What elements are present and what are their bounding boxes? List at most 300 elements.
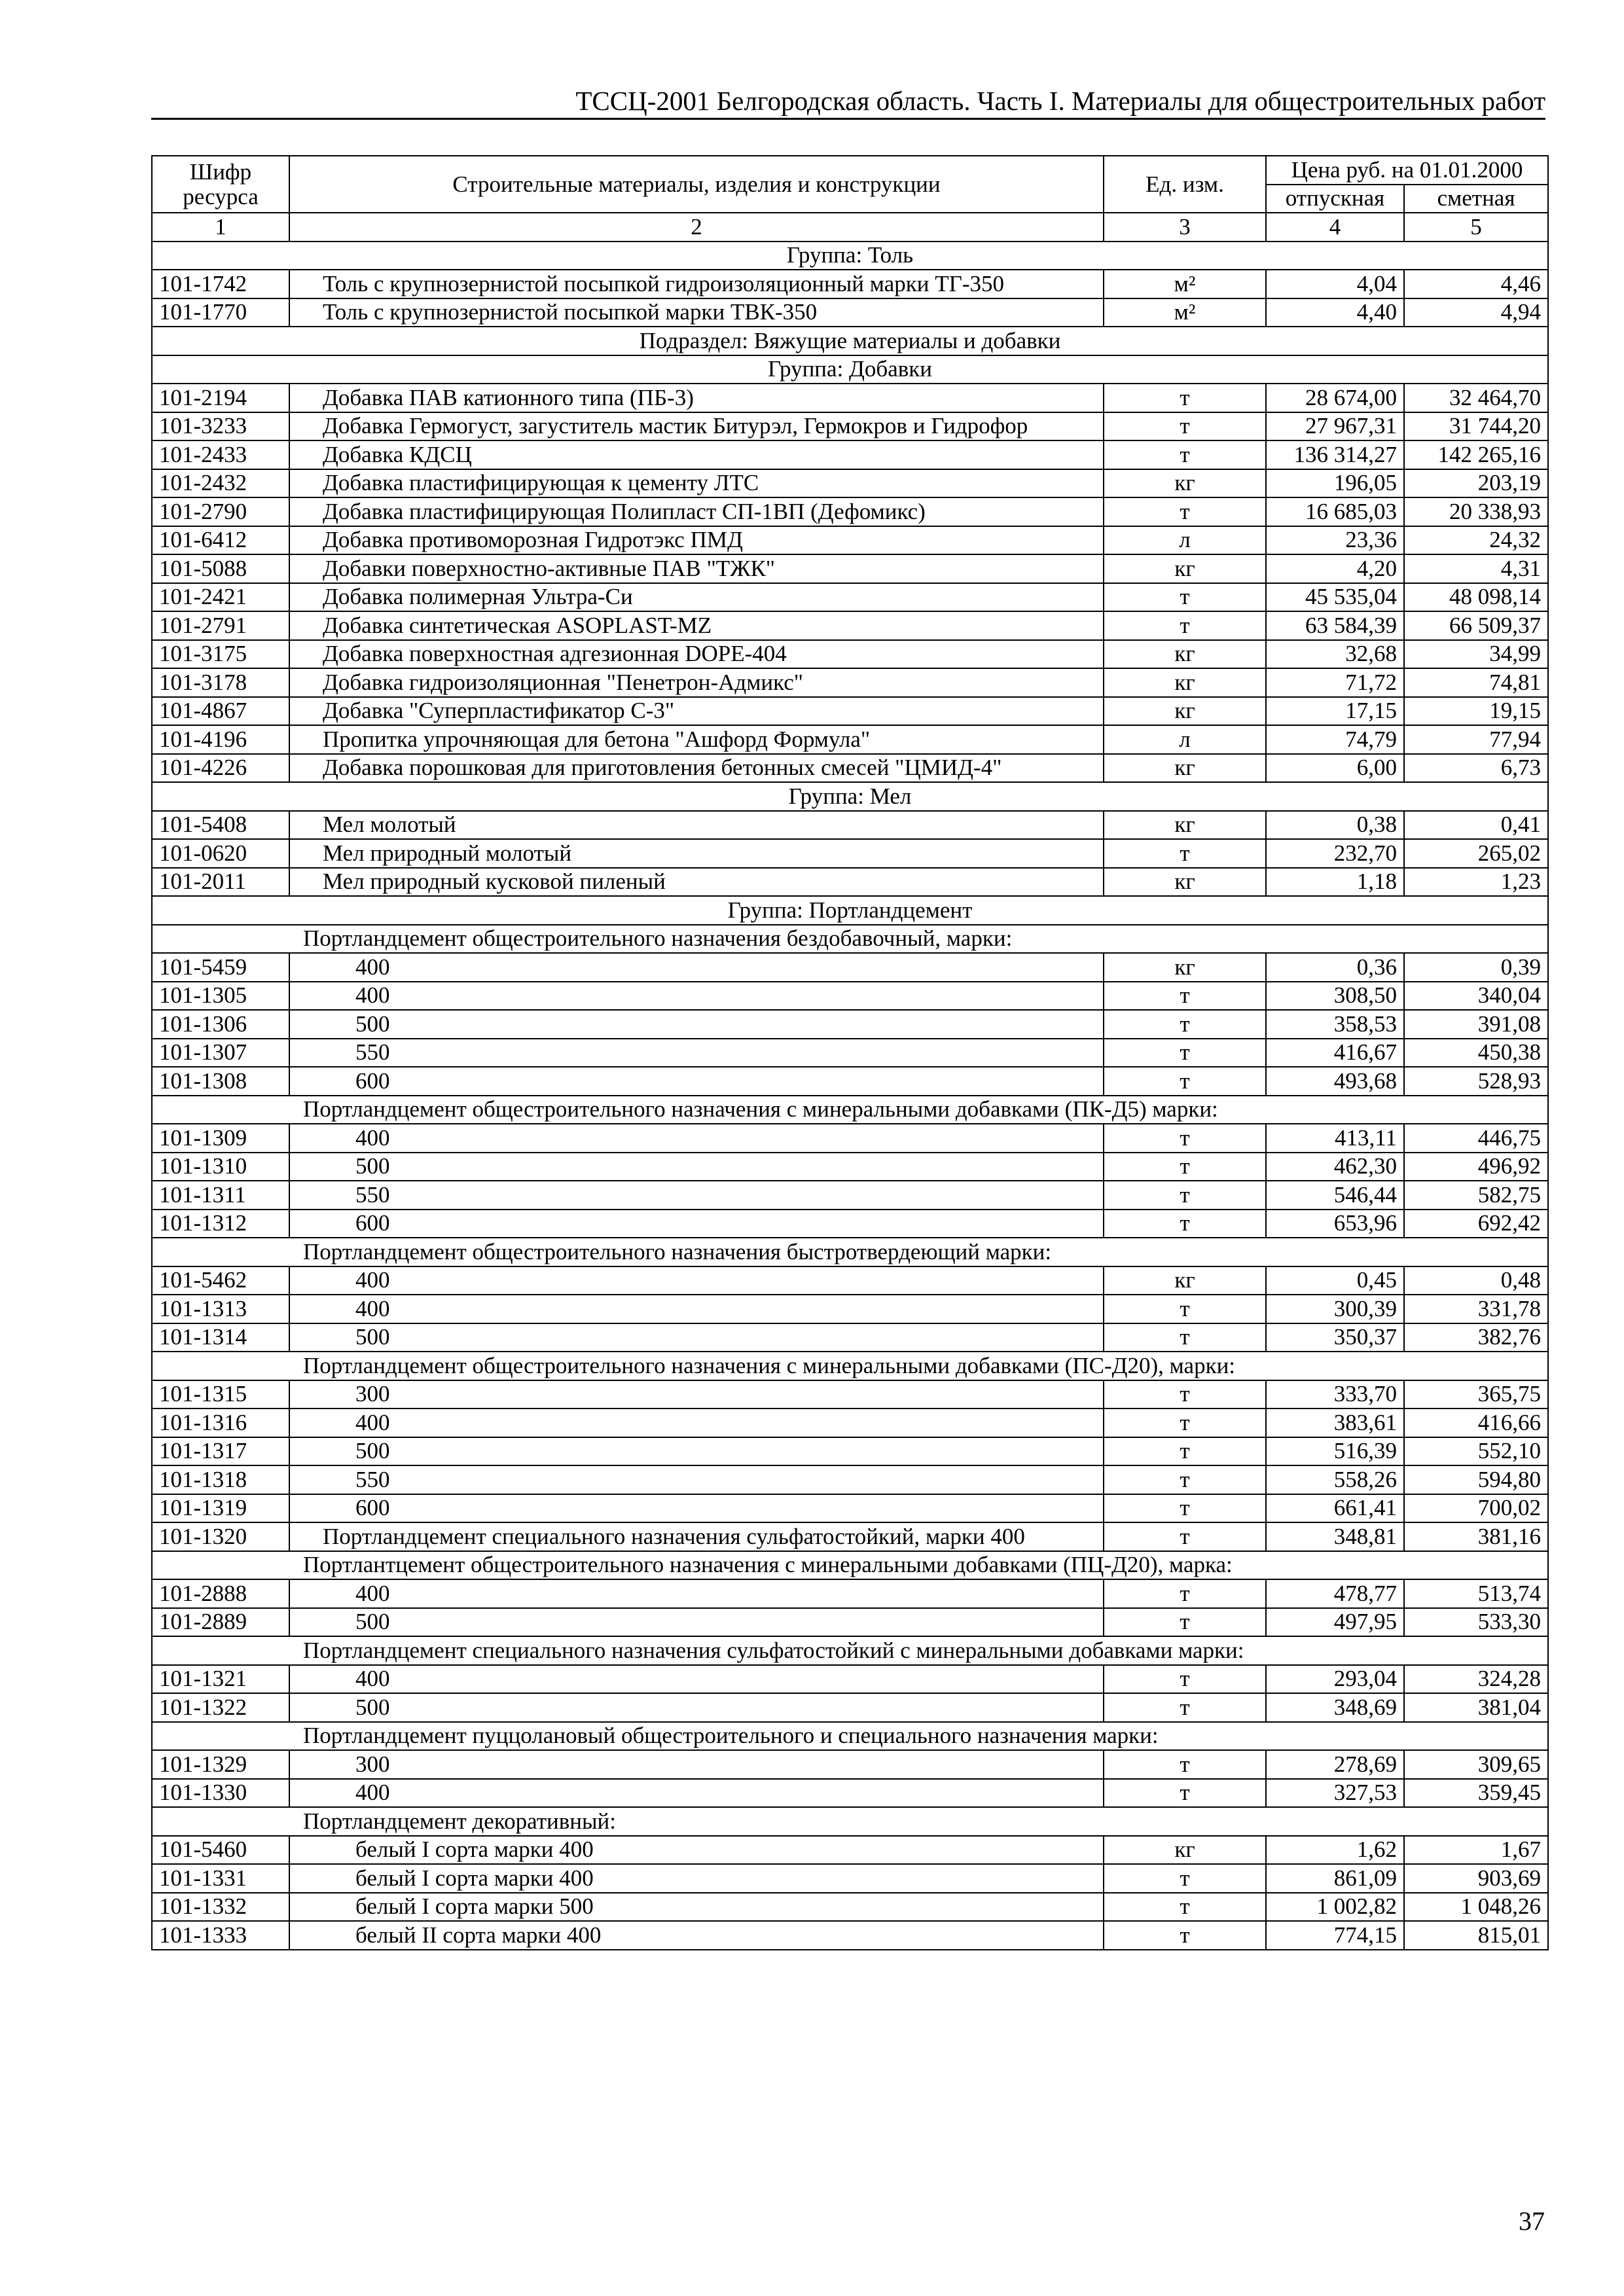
unit-cell: т [1104,982,1266,1011]
unit-cell: т [1104,1522,1266,1551]
release-price-cell: 23,36 [1266,526,1404,555]
table-row [152,640,1548,669]
estimate-price-cell: 513,74 [1404,1579,1548,1608]
col-number-4: 4 [1266,213,1404,242]
unit-cell: т [1104,1608,1266,1637]
unit-cell: т [1104,1893,1266,1922]
unit-cell: т [1104,1181,1266,1210]
estimate-price-cell: 31 744,20 [1404,412,1548,441]
unit-cell: т [1104,1210,1266,1238]
release-price-cell: 278,69 [1266,1750,1404,1779]
estimate-price-cell: 309,65 [1404,1750,1548,1779]
document-header-title: ТССЦ-2001 Белгородская область. Часть I. Материалы для общестроительных работ [575,86,1545,116]
release-price-cell: 136 314,27 [1266,440,1404,469]
release-price-cell: 1 002,82 [1266,1893,1404,1922]
release-price-cell: 493,68 [1266,1067,1404,1096]
estimate-price-cell: 340,04 [1404,982,1548,1011]
resource-code-cell: 101-3233 [152,412,289,441]
material-name-cell: Добавка пластифицирующая Полипласт СП-1ВП (Дефомикс) [289,497,1104,526]
table-row [152,697,1548,726]
subgroup-heading-row [152,1352,1548,1380]
material-name-cell: 600 [289,1067,1104,1096]
resource-code-cell: 101-1310 [152,1153,289,1181]
material-name-cell: 500 [289,1153,1104,1181]
estimate-price-cell: 1,23 [1404,868,1548,897]
group-heading: Группа: Добавки [152,355,1548,384]
material-name-cell: Портландцемент специального назначения сульфатостойкий, марки 400 [289,1522,1104,1551]
release-price-cell: 0,38 [1266,811,1404,840]
material-name-cell: 300 [289,1750,1104,1779]
release-price-cell: 308,50 [1266,982,1404,1011]
release-price-cell: 196,05 [1266,469,1404,498]
unit-cell: т [1104,1153,1266,1181]
release-price-cell: 4,40 [1266,298,1404,327]
resource-code-cell: 101-1309 [152,1124,289,1153]
material-name-cell: Добавка пластифицирующая к цементу ЛТС [289,469,1104,498]
unit-cell: кг [1104,868,1266,897]
estimate-price-cell: 700,02 [1404,1494,1548,1523]
estimate-price-cell: 359,45 [1404,1779,1548,1808]
unit-cell: т [1104,1010,1266,1039]
resource-code-cell: 101-1320 [152,1522,289,1551]
unit-cell: т [1104,1864,1266,1893]
col-header-estimate-price: сметная [1404,185,1548,213]
table-row [152,1408,1548,1437]
unit-cell: л [1104,526,1266,555]
resource-price-table [151,155,1549,1950]
material-name-cell: Мел природный кусковой пиленый [289,868,1104,897]
material-name-cell: 400 [289,1579,1104,1608]
unit-cell: т [1104,497,1266,526]
resource-code-cell: 101-1315 [152,1380,289,1409]
table-row [152,1665,1548,1694]
col-number-2: 2 [289,213,1104,242]
release-price-cell: 462,30 [1266,1153,1404,1181]
unit-cell: т [1104,1693,1266,1722]
resource-code-cell: 101-1331 [152,1864,289,1893]
resource-code-cell: 101-1330 [152,1779,289,1808]
table-row [152,1693,1548,1722]
resource-code-cell: 101-2791 [152,611,289,640]
table-body [152,242,1548,1950]
release-price-cell: 0,45 [1266,1266,1404,1295]
estimate-price-cell: 34,99 [1404,640,1548,669]
page-number: 37 [1519,2206,1545,2236]
resource-code-cell: 101-1306 [152,1010,289,1039]
estimate-price-cell: 391,08 [1404,1010,1548,1039]
material-name-cell: белый I сорта марки 400 [289,1864,1104,1893]
release-price-cell: 383,61 [1266,1408,1404,1437]
material-name-cell: 400 [289,953,1104,982]
release-price-cell: 32,68 [1266,640,1404,669]
estimate-price-cell: 331,78 [1404,1295,1548,1323]
unit-cell: т [1104,583,1266,612]
resource-code-cell: 101-1313 [152,1295,289,1323]
subgroup-heading: Портландцемент пуццолановый общестроительного и специального назначения марки: [152,1722,1548,1751]
table-header [152,156,1548,242]
release-price-cell: 16 685,03 [1266,497,1404,526]
subgroup-heading-row [152,1807,1548,1836]
subgroup-heading: Портландцемент декоративный: [152,1807,1548,1836]
release-price-cell: 293,04 [1266,1665,1404,1694]
material-name-cell: 400 [289,982,1104,1011]
unit-cell: кг [1104,953,1266,982]
resource-code-cell: 101-6412 [152,526,289,555]
estimate-price-cell: 66 509,37 [1404,611,1548,640]
table-row [152,1067,1548,1096]
estimate-price-cell: 496,92 [1404,1153,1548,1181]
table-row [152,1124,1548,1153]
release-price-cell: 348,69 [1266,1693,1404,1722]
resource-code-cell: 101-4226 [152,754,289,783]
estimate-price-cell: 1 048,26 [1404,1893,1548,1922]
unit-cell: т [1104,1323,1266,1352]
estimate-price-cell: 552,10 [1404,1437,1548,1466]
unit-cell: кг [1104,811,1266,840]
estimate-price-cell: 19,15 [1404,697,1548,726]
material-name-cell: 400 [289,1124,1104,1153]
release-price-cell: 478,77 [1266,1579,1404,1608]
resource-code-cell: 101-2888 [152,1579,289,1608]
estimate-price-cell: 0,48 [1404,1266,1548,1295]
release-price-cell: 6,00 [1266,754,1404,783]
release-price-cell: 232,70 [1266,839,1404,868]
release-price-cell: 71,72 [1266,668,1404,697]
table-row [152,1210,1548,1238]
unit-cell: т [1104,1295,1266,1323]
release-price-cell: 17,15 [1266,697,1404,726]
resource-code-cell: 101-5460 [152,1836,289,1865]
release-price-cell: 416,67 [1266,1039,1404,1067]
release-price-cell: 27 967,31 [1266,412,1404,441]
subgroup-heading: Портландцемент общестроительного назначения быстротвердеющий марки: [152,1238,1548,1266]
material-name-cell: 400 [289,1779,1104,1808]
estimate-price-cell: 365,75 [1404,1380,1548,1409]
subgroup-heading-row [152,1636,1548,1665]
estimate-price-cell: 903,69 [1404,1864,1548,1893]
estimate-price-cell: 142 265,16 [1404,440,1548,469]
table-row [152,1181,1548,1210]
estimate-price-cell: 416,66 [1404,1408,1548,1437]
estimate-price-cell: 77,94 [1404,725,1548,754]
unit-cell: кг [1104,1836,1266,1865]
header-rule [151,118,1545,120]
table-row [152,725,1548,754]
material-name-cell: 600 [289,1494,1104,1523]
resource-code-cell: 101-1332 [152,1893,289,1922]
material-name-cell: 500 [289,1608,1104,1637]
table-row [152,1921,1548,1950]
unit-cell: т [1104,1779,1266,1808]
release-price-cell: 350,37 [1266,1323,1404,1352]
unit-cell: т [1104,1380,1266,1409]
release-price-cell: 358,53 [1266,1010,1404,1039]
material-name-cell: Добавка Гермогуст, загуститель мастик Битурэл, Гермокров и Гидрофор [289,412,1104,441]
material-name-cell: Толь с крупнозернистой посыпкой марки ТВК-350 [289,298,1104,327]
material-name-cell: 400 [289,1408,1104,1437]
material-name-cell: Добавка "Суперпластификатор С-3" [289,697,1104,726]
material-name-cell: белый II сорта марки 400 [289,1921,1104,1950]
resource-code-cell: 101-1308 [152,1067,289,1096]
group-heading-row [152,782,1548,811]
estimate-price-cell: 48 098,14 [1404,583,1548,612]
resource-code-cell: 101-2421 [152,583,289,612]
release-price-cell: 861,09 [1266,1864,1404,1893]
material-name-cell: 600 [289,1210,1104,1238]
estimate-price-cell: 594,80 [1404,1465,1548,1494]
material-name-cell: 550 [289,1465,1104,1494]
estimate-price-cell: 446,75 [1404,1124,1548,1153]
subgroup-heading: Портландцемент специального назначения сульфатостойкий с минеральными добавками марки: [152,1636,1548,1665]
unit-cell: кг [1104,640,1266,669]
table-row [152,1437,1548,1466]
resource-code-cell: 101-2432 [152,469,289,498]
resource-code-cell: 101-1318 [152,1465,289,1494]
resource-code-cell: 101-3175 [152,640,289,669]
estimate-price-cell: 4,46 [1404,270,1548,298]
material-name-cell: белый I сорта марки 400 [289,1836,1104,1865]
table-row [152,1893,1548,1922]
table-row [152,953,1548,982]
col-number-5: 5 [1404,213,1548,242]
release-price-cell: 1,18 [1266,868,1404,897]
material-name-cell: Добавка синтетическая ASOPLAST-MZ [289,611,1104,640]
table-row [152,754,1548,783]
table-row [152,583,1548,612]
subgroup-heading-row [152,1551,1548,1580]
resource-code-cell: 101-4196 [152,725,289,754]
table-row [152,1380,1548,1409]
table-row [152,1323,1548,1352]
material-name-cell: Добавка противоморозная Гидротэкс ПМД [289,526,1104,555]
release-price-cell: 516,39 [1266,1437,1404,1466]
group-heading-row [152,355,1548,384]
unit-cell: кг [1104,554,1266,583]
table-row [152,668,1548,697]
unit-cell: кг [1104,697,1266,726]
estimate-price-cell: 324,28 [1404,1665,1548,1694]
material-name-cell: Мел природный молотый [289,839,1104,868]
table-row [152,412,1548,441]
group-heading-row [152,242,1548,270]
estimate-price-cell: 265,02 [1404,839,1548,868]
estimate-price-cell: 381,16 [1404,1522,1548,1551]
unit-cell: т [1104,1750,1266,1779]
resource-code-cell: 101-2433 [152,440,289,469]
table-row [152,1266,1548,1295]
col-header-code: Шифр ресурса [152,156,289,213]
table-row [152,1522,1548,1551]
material-name-cell: 500 [289,1693,1104,1722]
resource-code-cell: 101-2011 [152,868,289,897]
estimate-price-cell: 533,30 [1404,1608,1548,1637]
release-price-cell: 0,36 [1266,953,1404,982]
unit-cell: т [1104,1665,1266,1694]
resource-code-cell: 101-1305 [152,982,289,1011]
release-price-cell: 497,95 [1266,1608,1404,1637]
group-heading: Группа: Портландцемент [152,896,1548,925]
resource-code-cell: 101-4867 [152,697,289,726]
unit-cell: т [1104,440,1266,469]
estimate-price-cell: 815,01 [1404,1921,1548,1950]
resource-code-cell: 101-5459 [152,953,289,982]
col-header-name: Строительные материалы, изделия и конструкции [289,156,1104,213]
subgroup-heading-row [152,1722,1548,1751]
release-price-cell: 546,44 [1266,1181,1404,1210]
estimate-price-cell: 381,04 [1404,1693,1548,1722]
table-row [152,1836,1548,1865]
resource-code-cell: 101-2790 [152,497,289,526]
unit-cell: т [1104,1437,1266,1466]
material-name-cell: 500 [289,1437,1104,1466]
unit-cell: т [1104,412,1266,441]
material-name-cell: Пропитка упрочняющая для бетона "Ашфорд Формула" [289,725,1104,754]
table-row [152,497,1548,526]
estimate-price-cell: 692,42 [1404,1210,1548,1238]
estimate-price-cell: 0,39 [1404,953,1548,982]
unit-cell: м² [1104,298,1266,327]
table-row [152,298,1548,327]
col-header-release-price: отпускная [1266,185,1404,213]
estimate-price-cell: 582,75 [1404,1181,1548,1210]
resource-code-cell: 101-1319 [152,1494,289,1523]
unit-cell: т [1104,1039,1266,1067]
table-row [152,1039,1548,1067]
table-row [152,1579,1548,1608]
estimate-price-cell: 1,67 [1404,1836,1548,1865]
table-row [152,611,1548,640]
release-price-cell: 558,26 [1266,1465,1404,1494]
release-price-cell: 4,20 [1266,554,1404,583]
table-row [152,1010,1548,1039]
resource-code-cell: 101-1770 [152,298,289,327]
table-row [152,868,1548,897]
resource-code-cell: 101-1307 [152,1039,289,1067]
unit-cell: кг [1104,469,1266,498]
subgroup-heading: Портландцемент общестроительного назначения бездобавочный, марки: [152,925,1548,954]
unit-cell: т [1104,1408,1266,1437]
estimate-price-cell: 203,19 [1404,469,1548,498]
material-name-cell: белый I сорта марки 500 [289,1893,1104,1922]
table-row [152,982,1548,1011]
estimate-price-cell: 4,94 [1404,298,1548,327]
material-name-cell: 300 [289,1380,1104,1409]
unit-cell: л [1104,725,1266,754]
release-price-cell: 63 584,39 [1266,611,1404,640]
table-row [152,1608,1548,1637]
estimate-price-cell: 0,41 [1404,811,1548,840]
resource-code-cell: 101-5462 [152,1266,289,1295]
resource-code-cell: 101-1329 [152,1750,289,1779]
release-price-cell: 333,70 [1266,1380,1404,1409]
table-row [152,811,1548,840]
unit-cell: кг [1104,754,1266,783]
resource-code-cell: 101-3178 [152,668,289,697]
subsection-heading-row [152,327,1548,355]
subgroup-heading: Портландцемент общестроительного назначения с минеральными добавками (ПС-Д20), марки: [152,1352,1548,1380]
estimate-price-cell: 450,38 [1404,1039,1548,1067]
group-heading: Группа: Мел [152,782,1548,811]
material-name-cell: 550 [289,1039,1104,1067]
material-name-cell: 400 [289,1295,1104,1323]
table-row [152,554,1548,583]
material-name-cell: Добавка гидроизоляционная "Пенетрон-Адмикс" [289,668,1104,697]
estimate-price-cell: 6,73 [1404,754,1548,783]
unit-cell: т [1104,1465,1266,1494]
table-row [152,469,1548,498]
material-name-cell: 400 [289,1266,1104,1295]
resource-code-cell: 101-1322 [152,1693,289,1722]
unit-cell: кг [1104,668,1266,697]
resource-code-cell: 101-1317 [152,1437,289,1466]
release-price-cell: 1,62 [1266,1836,1404,1865]
table-row [152,1295,1548,1323]
table-row [152,1494,1548,1523]
table-row [152,526,1548,555]
material-name-cell: 500 [289,1323,1104,1352]
resource-code-cell: 101-5408 [152,811,289,840]
table-row [152,1465,1548,1494]
estimate-price-cell: 528,93 [1404,1067,1548,1096]
table-row [152,440,1548,469]
table-row [152,270,1548,298]
release-price-cell: 45 535,04 [1266,583,1404,612]
release-price-cell: 774,15 [1266,1921,1404,1950]
material-name-cell: 400 [289,1665,1104,1694]
table-row [152,1779,1548,1808]
resource-code-cell: 101-1321 [152,1665,289,1694]
material-name-cell: 550 [289,1181,1104,1210]
estimate-price-cell: 4,31 [1404,554,1548,583]
estimate-price-cell: 382,76 [1404,1323,1548,1352]
resource-code-cell: 101-2194 [152,384,289,412]
resource-code-cell: 101-1742 [152,270,289,298]
subgroup-heading: Портлантцемент общестроительного назначения с минеральными добавками (ПЦ-Д20), марка: [152,1551,1548,1580]
estimate-price-cell: 20 338,93 [1404,497,1548,526]
release-price-cell: 653,96 [1266,1210,1404,1238]
material-name-cell: Толь с крупнозернистой посыпкой гидроизоляционный марки ТГ-350 [289,270,1104,298]
unit-cell: т [1104,1124,1266,1153]
table-row [152,1153,1548,1181]
col-number-3: 3 [1104,213,1266,242]
resource-code-cell: 101-2889 [152,1608,289,1637]
table-row [152,1750,1548,1779]
unit-cell: т [1104,1067,1266,1096]
group-heading: Группа: Толь [152,242,1548,270]
resource-code-cell: 101-1311 [152,1181,289,1210]
resource-code-cell: 101-0620 [152,839,289,868]
material-name-cell: Добавка полимерная Ультра-Си [289,583,1104,612]
table-row [152,839,1548,868]
subgroup-heading-row [152,1096,1548,1124]
release-price-cell: 300,39 [1266,1295,1404,1323]
estimate-price-cell: 74,81 [1404,668,1548,697]
col-header-unit: Ед. изм. [1104,156,1266,213]
unit-cell: кг [1104,1266,1266,1295]
resource-code-cell: 101-5088 [152,554,289,583]
material-name-cell: Добавка поверхностная адгезионная DOPE-404 [289,640,1104,669]
unit-cell: т [1104,384,1266,412]
release-price-cell: 661,41 [1266,1494,1404,1523]
release-price-cell: 327,53 [1266,1779,1404,1808]
unit-cell: т [1104,611,1266,640]
material-name-cell: Добавка ПАВ катионного типа (ПБ-3) [289,384,1104,412]
release-price-cell: 413,11 [1266,1124,1404,1153]
col-header-price: Цена руб. на 01.01.2000 [1266,156,1548,185]
unit-cell: м² [1104,270,1266,298]
release-price-cell: 348,81 [1266,1522,1404,1551]
unit-cell: т [1104,1494,1266,1523]
